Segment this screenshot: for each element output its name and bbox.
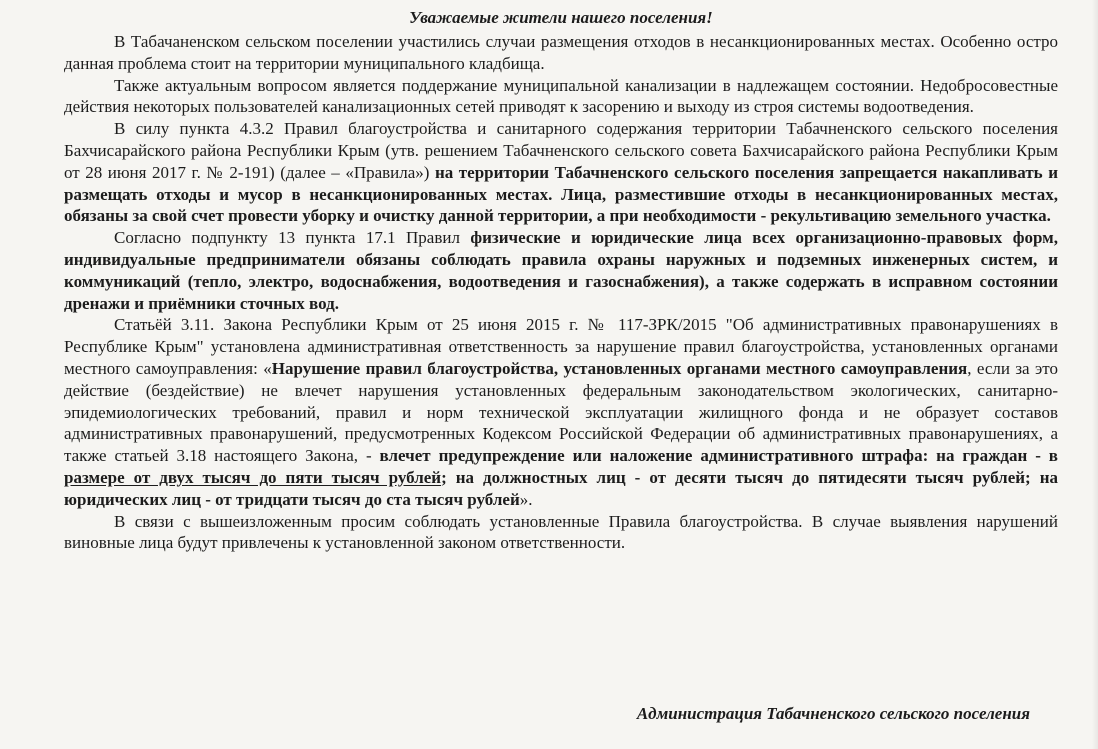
paragraph-3 (64, 118, 1058, 227)
paragraph-5-text-a: Статьёй 3.11. Закона Республики Крым от 25 июня 2015 г. № 117-ЗРК/2015 "Об административных правонарушениях в Республике Крым" установлена административная ответственность за нарушение правил благоустройства, установленных органами местного самоуправления: « (64, 315, 1058, 378)
paragraph-5-bold-b: влечет предупреждение или наложение административного штрафа: на граждан - в (379, 446, 1058, 466)
paragraph-4 (64, 227, 1058, 314)
paragraph-5 (64, 314, 1058, 510)
paragraph-1-text: В Табачаненском сельском поселении участились случаи размещения отходов в несанкционированных местах. Особенно остро данная проблема стоит на территории муниципального кладбища. (64, 32, 1058, 73)
paragraph-3-text: В силу пункта 4.3.2 Правил благоустройства и санитарного содержания территории Табачненского сельского поселения Бахчисарайского района Республики Крым (утв. решением Табачненского сельского совета Бахчисарайского района Республики Крым от 28 июня 2017 г. № 2-191) (далее – «Правила») (64, 119, 1058, 182)
paragraph-4-bold: физические и юридические лица всех организационно-правовых форм, индивидуальные предприниматели обязаны соблюдать правила охраны наружных и подземных инженерных систем, и коммуникаций (тепло, электро, водоснабжения, водоотведения и газоснабжения), а также содержать в исправном состоянии дренажи и приёмники сточных вод. (64, 228, 1059, 313)
paragraph-5-text-b: , если за это действие (бездействие) не влечет нарушения установленных федеральным законодательством экологических, санитарно-эпидемиологических требований, правил и норм технической эксплуатации жилищного фонда и не образует составов административных правонарушений, предусмотренных Кодексом Российской Федерации об административных правонарушениях, а также статьей 3.18 настоящего Закона, - (64, 358, 1058, 466)
paragraph-4-text: Согласно подпункту 13 пункта 17.1 Правил (114, 228, 471, 248)
document-title: Уважаемые жители нашего поселения! (409, 8, 713, 27)
paragraph-5-underlined: размере от двух тысяч до пяти тысяч рублей (64, 467, 442, 487)
paragraph-2 (64, 75, 1058, 119)
paragraph-1 (64, 31, 1058, 75)
paragraph-6 (64, 511, 1058, 555)
paragraph-5-bold-a: Нарушение правил благоустройства, установленных органами местного самоуправления (271, 358, 968, 378)
paragraph-2-text: Также актуальным вопросом является поддержание муниципальной канализации в надлежащем состоянии. Недобросовестные действия некоторых пользователей канализационных сетей приводят к засорению и выходу из строя системы водоотведения. (64, 75, 1058, 117)
paragraph-3-bold: на территории Табачненского сельского поселения запрещается накапливать и размещать отходы и мусор в несанкционированных местах. Лица, разместившие отходы в несанкционированных местах, обязаны за свой счет провести уборку и очистку данной территории, а при необходимости - рекультивацию земельного участка. (64, 162, 1058, 226)
scan-edge-shadow (1092, 0, 1098, 749)
paragraph-5-closing: ». (519, 489, 533, 509)
paragraph-6-text: В связи с вышеизложенным просим соблюдать установленные Правила благоустройства. В случае выявления нарушений виновные лица будут привлечены к установленной законом ответственности. (64, 511, 1058, 553)
signature: Администрация Табачненского сельского поселения (636, 704, 1030, 723)
paragraph-5-bold-c: ; на должностных лиц - от десяти тысяч до пятидесяти тысяч рублей; на юридических лиц - от тридцати тысяч до ста тысяч рублей (64, 467, 1058, 509)
